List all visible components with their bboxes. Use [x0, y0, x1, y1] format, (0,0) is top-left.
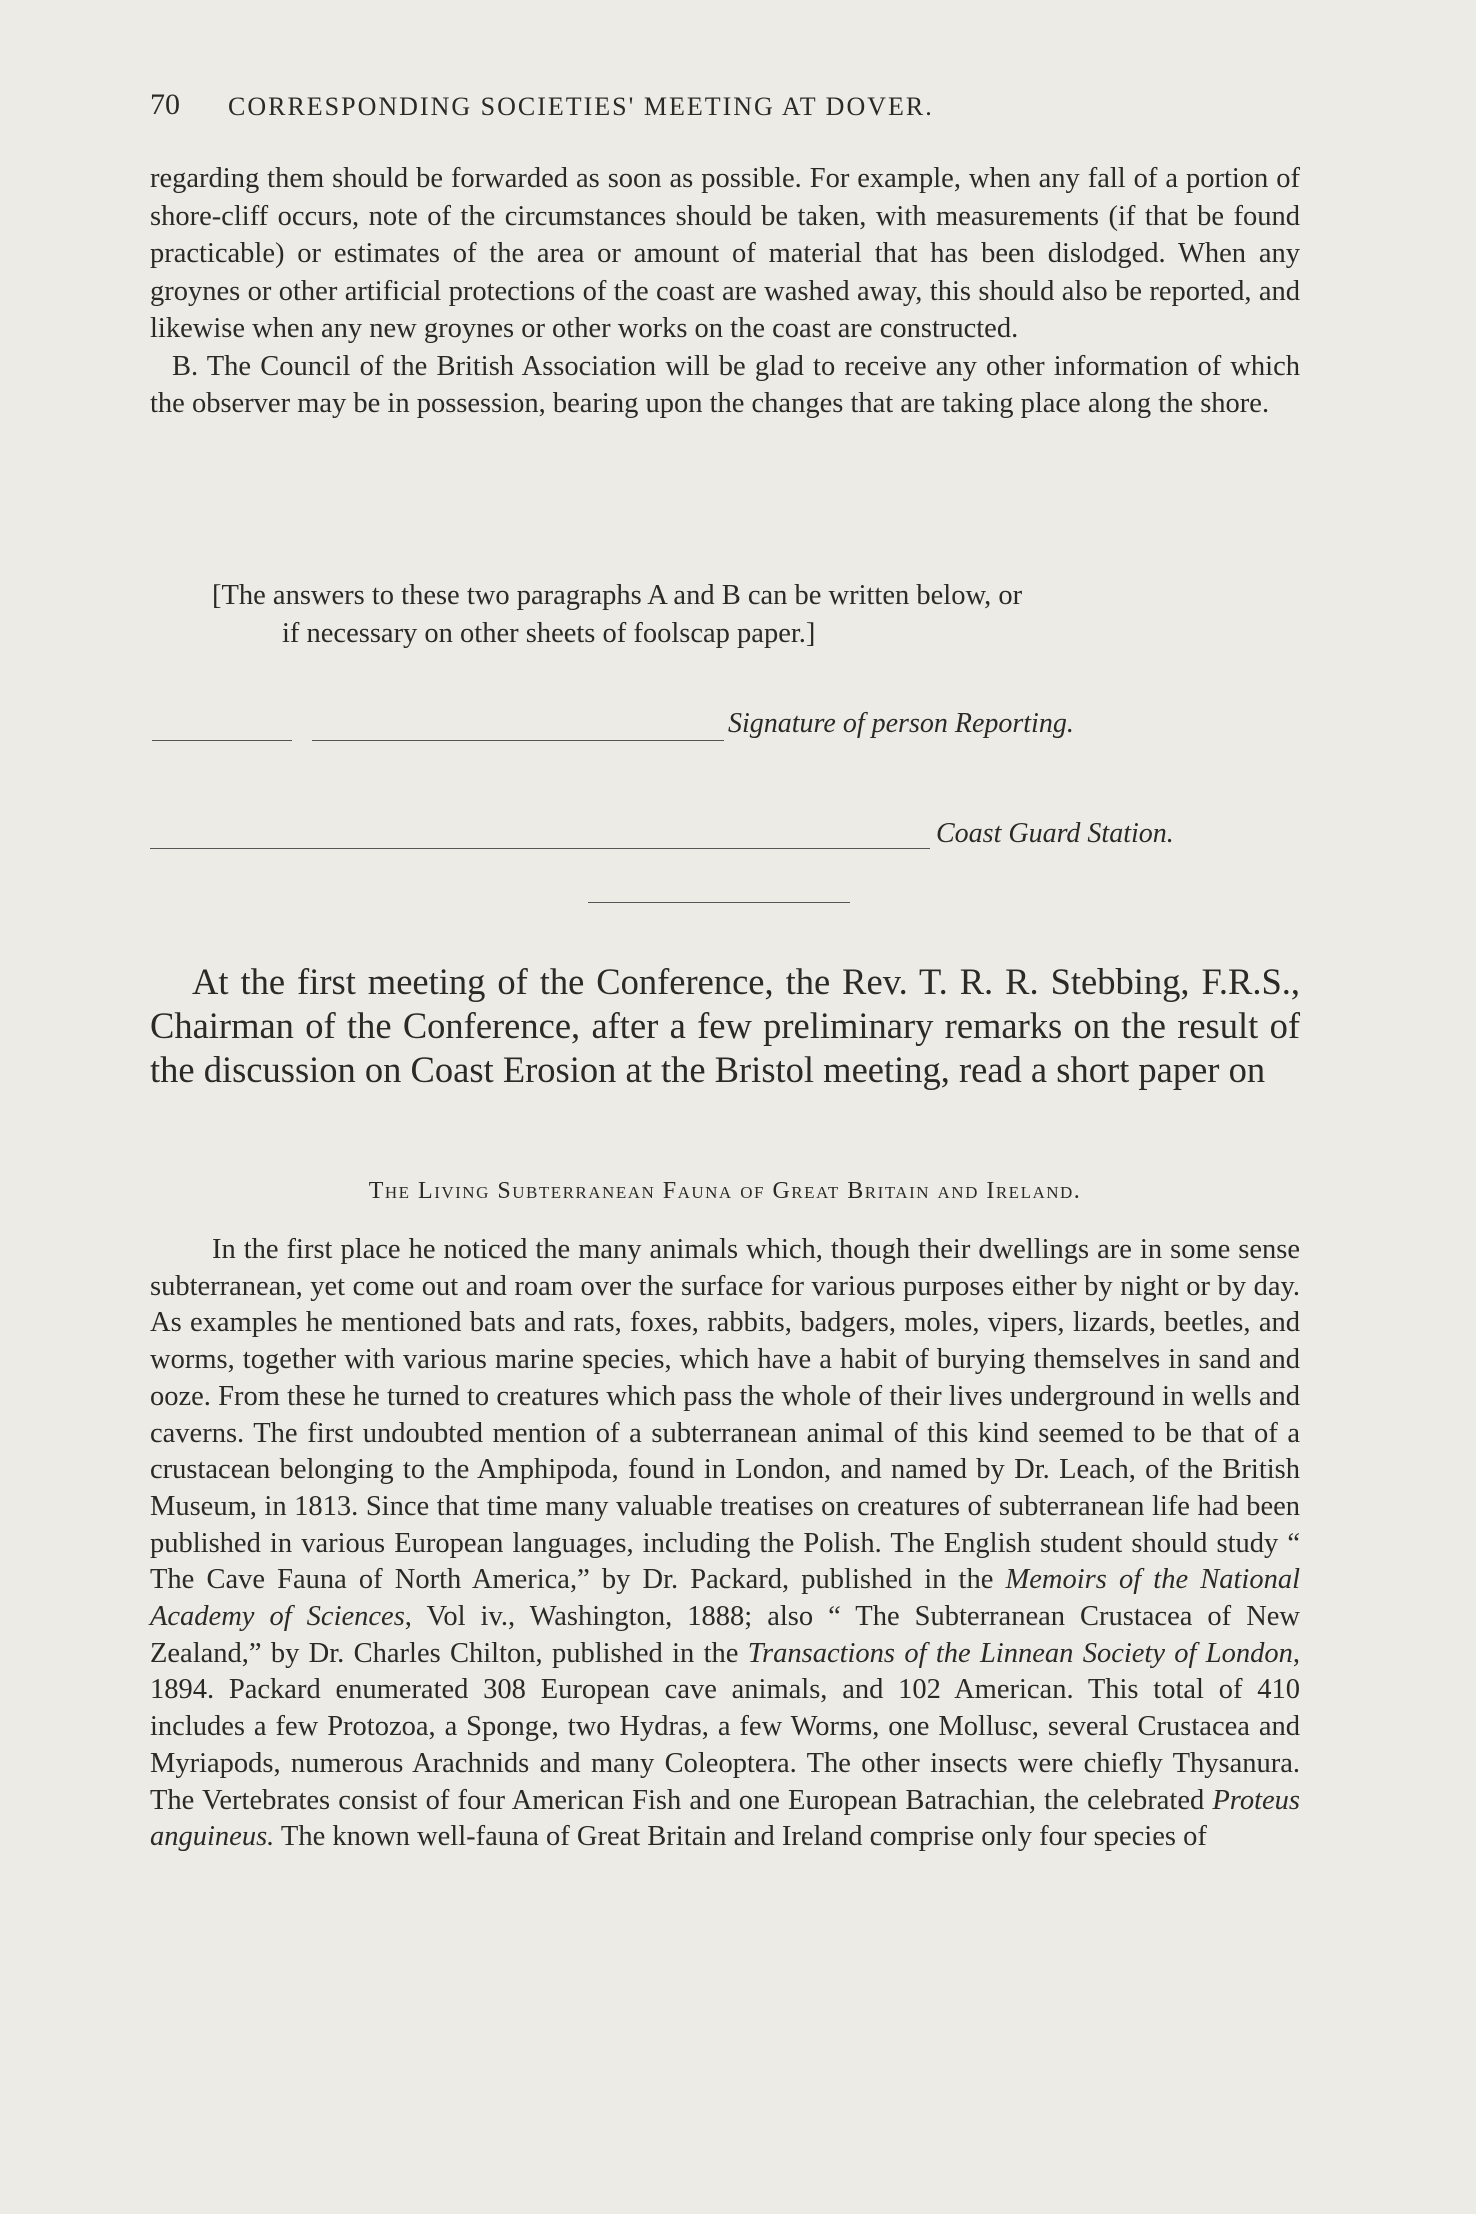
page-number: 70 [150, 88, 180, 121]
paper-title: The Living Subterranean Fauna of Great Britain and Ireland. [368, 1178, 1082, 1204]
species-name: Proteus anguineus. [150, 1784, 1300, 1853]
paper-text-2: , Vol iv., Washington, 1888; also “ The Subterranean Crustacea of New Zealand,” by Dr. Charles Chilton, published in the [150, 1601, 1301, 1669]
bracket-note-line-1: [The answers to these two paragraphs A and B can be written below, or [212, 580, 1023, 611]
station-blank [150, 848, 930, 849]
paper-body [150, 1232, 1300, 1856]
paper-text-1: In the first place he noticed the many animals which, though their dwellings are in some sense subterranean, yet come out and roam over the surface for various purposes either by night or by day. As examples he mentioned bats and rats, foxes, rabbits, badgers, moles, vipers, lizards, beetles, and worms, together with various marine species, which have a habit of burying themselves in sand and ooze. From these he turned to creatures which pass the whole of their lives underground in wells and caverns. The first undoubted mention of a subterranean animal of this kind seemed to be that of a crustacean belonging to the Amphipoda, found in London, and named by Dr. Leach, of the British Museum, in 1813. Since that time many valuable treatises on creatures of subterranean life had been published in various European languages, including the Polish. The English student should study “ The Cave Fauna of North America,” by Dr. Packard, published in the [150, 1234, 1300, 1596]
memoirs-title: Memoirs of the National Academy of Sciences [150, 1564, 1300, 1633]
bracket-note [212, 577, 1300, 652]
running-header [150, 88, 1300, 128]
section-divider [588, 902, 850, 903]
paragraph-b: B. The Council of the British Association will be glad to receive any other information of which the observer may be in possession, bearing upon the changes that are taking place along the shore. [150, 350, 1300, 419]
signature-blank-short [152, 740, 292, 741]
running-title: CORRESPONDING SOCIETIES' MEETING AT DOVER. [228, 92, 934, 121]
intro-paragraph: At the first meeting of the Conference, the Rev. T. R. R. Stebbing, F.R.S., Chairman of the Conference, after a few preliminary remarks on the result of the discussion on Coast Erosion at the Bristol meeting, read a short paper on [150, 961, 1300, 1090]
paragraph-reporting-instructions: regarding them should be forwarded as soon as possible. For example, when any fall of a portion of shore-cliff occurs, note of the circumstances should be taken, with measurements (if that be found practicable) or estimates of the area or amount of material that has been dislodged. When any groynes or other artificial protections of the coast are washed away, this should also be reported, and likewise when any new groynes or other works on the coast are constructed. [150, 163, 1300, 344]
conference-intro [150, 960, 1300, 1092]
station-label: Coast Guard Station. [936, 818, 1174, 849]
signature-blank-long [312, 740, 724, 741]
paper-text-3: , 1894. Packard enumerated 308 European cave animals, and 102 American. This total of 410 includes a few Protozoa, a Sponge, two Hydras, a few Worms, one Mollusc, several Crustacea and Myriapods, numerous Arachnids and many Coleoptera. The other insects were chiefly Thysanura. The Vertebrates consist of four American Fish and one European Batrachian, the celebrated [150, 1637, 1301, 1816]
signature-label: Signature of person Reporting. [728, 708, 1074, 739]
coast-erosion-instructions [150, 160, 1300, 423]
paper-paragraph [150, 1232, 1300, 1856]
bracket-note-line-2: if necessary on other sheets of foolscap paper.] [282, 617, 816, 649]
paper-text-4: The known well-fauna of Great Britain and Ireland comprise only four species of [274, 1821, 1207, 1853]
transactions-title: Transactions of the Linnean Society of London [747, 1637, 1293, 1669]
